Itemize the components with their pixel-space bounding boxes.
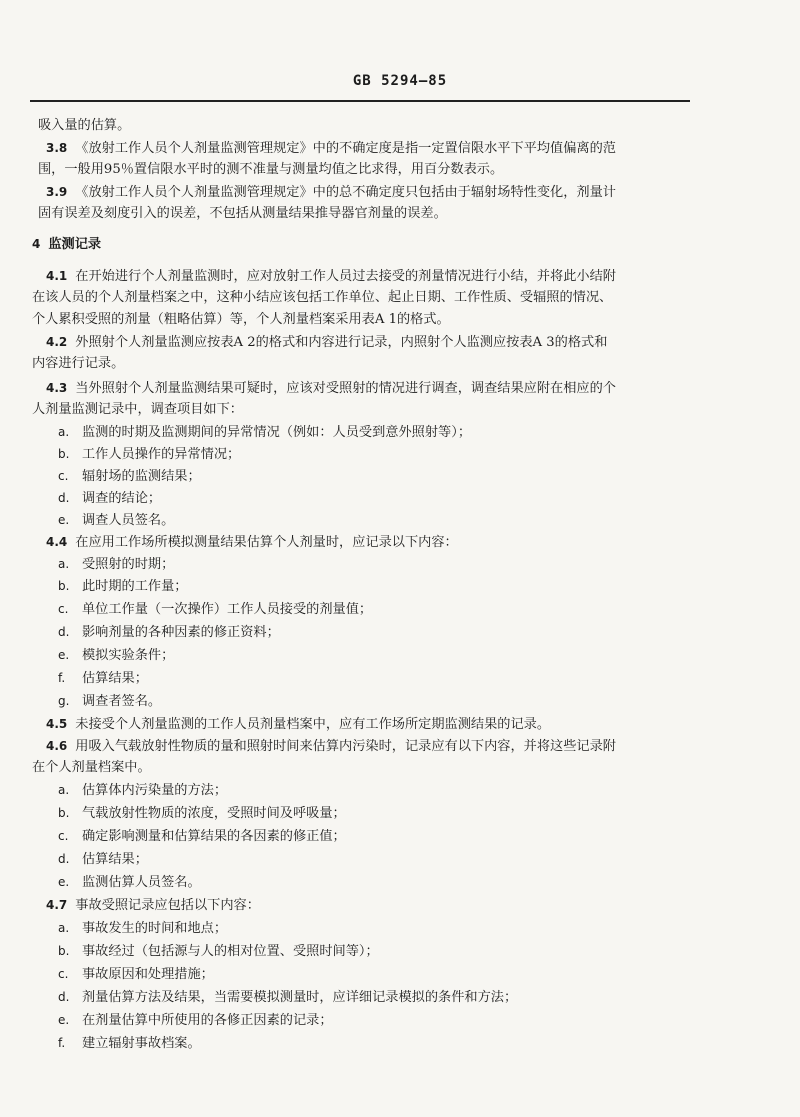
clause-number: 4.4 [46, 535, 68, 549]
text-line: 吸入量的估算。 [38, 118, 131, 133]
text-line: 固有误差及刻度引入的误差，不包括从测量结果推导器官剂量的误差。 [38, 206, 447, 221]
section-heading [32, 235, 101, 254]
text-line: 围，一般用95％置信限水平时的测不准量与测量均值之比求得，用百分数表示。 [38, 162, 504, 177]
list-item: e. 监测估算人员签名。 [58, 875, 201, 890]
list-item: e. 在剂量估算中所使用的各修正因素的记录； [58, 1013, 333, 1028]
clause-number: 4.5 [46, 717, 68, 731]
list-item: b. 气载放射性物质的浓度，受照时间及呼吸量； [58, 806, 346, 821]
list-item: c. 事故原因和处理措施； [58, 967, 214, 982]
list-item: b. 此时期的工作量； [58, 579, 188, 594]
list-item: f. 估算结果； [58, 671, 148, 686]
list-item: c. 确定影响测量和估算结果的各因素的修正值； [58, 829, 346, 844]
list-item: c. 单位工作量（一次操作）工作人员接受的剂量值； [58, 602, 373, 617]
clause-number: 4.1 [46, 269, 68, 283]
list-item: e. 调查人员签名。 [58, 513, 175, 528]
text-line: 事故受照记录应包括以下内容： [75, 898, 260, 913]
list-item: a. 估算体内污染量的方法； [58, 783, 228, 798]
text-line: 《放射工作人员个人剂量监测管理规定》中的总不确定度只包括由于辐射场特性变化，剂量计 [75, 185, 616, 200]
clause-4-5 [46, 715, 550, 734]
text-line: 人剂量监测记录中，调查项目如下： [32, 402, 243, 417]
text-line: 在应用工作场所模拟测量结果估算个人剂量时，应记录以下内容： [75, 535, 458, 550]
text-line: 在开始进行个人剂量监测时，应对放射工作人员过去接受的剂量情况进行小结，并将此小结附 [75, 269, 616, 284]
clause-number: 3.8 [46, 141, 68, 155]
clause-number: 4.6 [46, 739, 68, 753]
list-item: g. 调查者签名。 [58, 694, 162, 709]
list-item: a. 受照射的时期； [58, 557, 175, 572]
text-line: 在该人员的个人剂量档案之中，这种小结应该包括工作单位、起止日期、工作性质、受辐照的情况、 [32, 290, 613, 305]
clause-4-1 [46, 267, 616, 286]
clause-4-4 [46, 533, 458, 552]
text-line: 内容进行记录。 [32, 356, 125, 371]
section-title: 监测记录 [48, 237, 102, 252]
clause-4-3 [46, 379, 616, 398]
list-item: b. 事故经过（包括源与人的相对位置、受照时间等）； [58, 944, 379, 959]
text-line: 《放射工作人员个人剂量监测管理规定》中的不确定度是指一定置信限水平下平均值偏离的范 [75, 141, 616, 156]
list-item: d. 调查的结论； [58, 491, 162, 506]
clause-number: 4.7 [46, 898, 68, 912]
clause-4-6 [46, 737, 616, 756]
list-item: d. 剂量估算方法及结果，当需要模拟测量时，应详细记录模拟的条件和方法； [58, 990, 518, 1005]
clause-4-7 [46, 896, 260, 915]
text-line: 未接受个人剂量监测的工作人员剂量档案中，应有工作场所定期监测结果的记录。 [75, 717, 551, 732]
text-line: 用吸入气载放射性物质的量和照射时间来估算内污染时，记录应有以下内容，并将这些记录附 [75, 739, 616, 754]
clause-4-2 [46, 333, 607, 352]
section-number: 4 [32, 237, 41, 251]
list-item: e. 模拟实验条件； [58, 648, 175, 663]
clause-number: 4.3 [46, 381, 68, 395]
list-item: b. 工作人员操作的异常情况； [58, 447, 241, 462]
header-rule [30, 100, 690, 102]
clause-3-9 [46, 183, 616, 202]
list-item: f. 建立辐射事故档案。 [58, 1036, 201, 1051]
text-line: 个人累积受照的剂量（粗略估算）等，个人剂量档案采用表A 1的格式。 [32, 312, 450, 327]
list-item: c. 辐射场的监测结果； [58, 469, 201, 484]
text-line: 在个人剂量档案中。 [32, 760, 151, 775]
clause-3-8 [46, 139, 616, 158]
list-item: d. 影响剂量的各种因素的修正资料； [58, 625, 280, 640]
text-line: 外照射个人剂量监测应按表A 2的格式和内容进行记录，内照射个人监测应按表A 3的格式和 [75, 335, 608, 350]
list-item: d. 估算结果； [58, 852, 148, 867]
clause-number: 3.9 [46, 185, 68, 199]
list-item: a. 监测的时期及监测期间的异常情况（例如：人员受到意外照射等）； [58, 425, 472, 440]
text-line: 当外照射个人剂量监测结果可疑时，应该对受照射的情况进行调查，调查结果应附在相应的个 [75, 381, 616, 396]
list-item: a. 事故发生的时间和地点； [58, 921, 228, 936]
page-header: GB 5294—85 [352, 73, 448, 89]
clause-number: 4.2 [46, 335, 68, 349]
